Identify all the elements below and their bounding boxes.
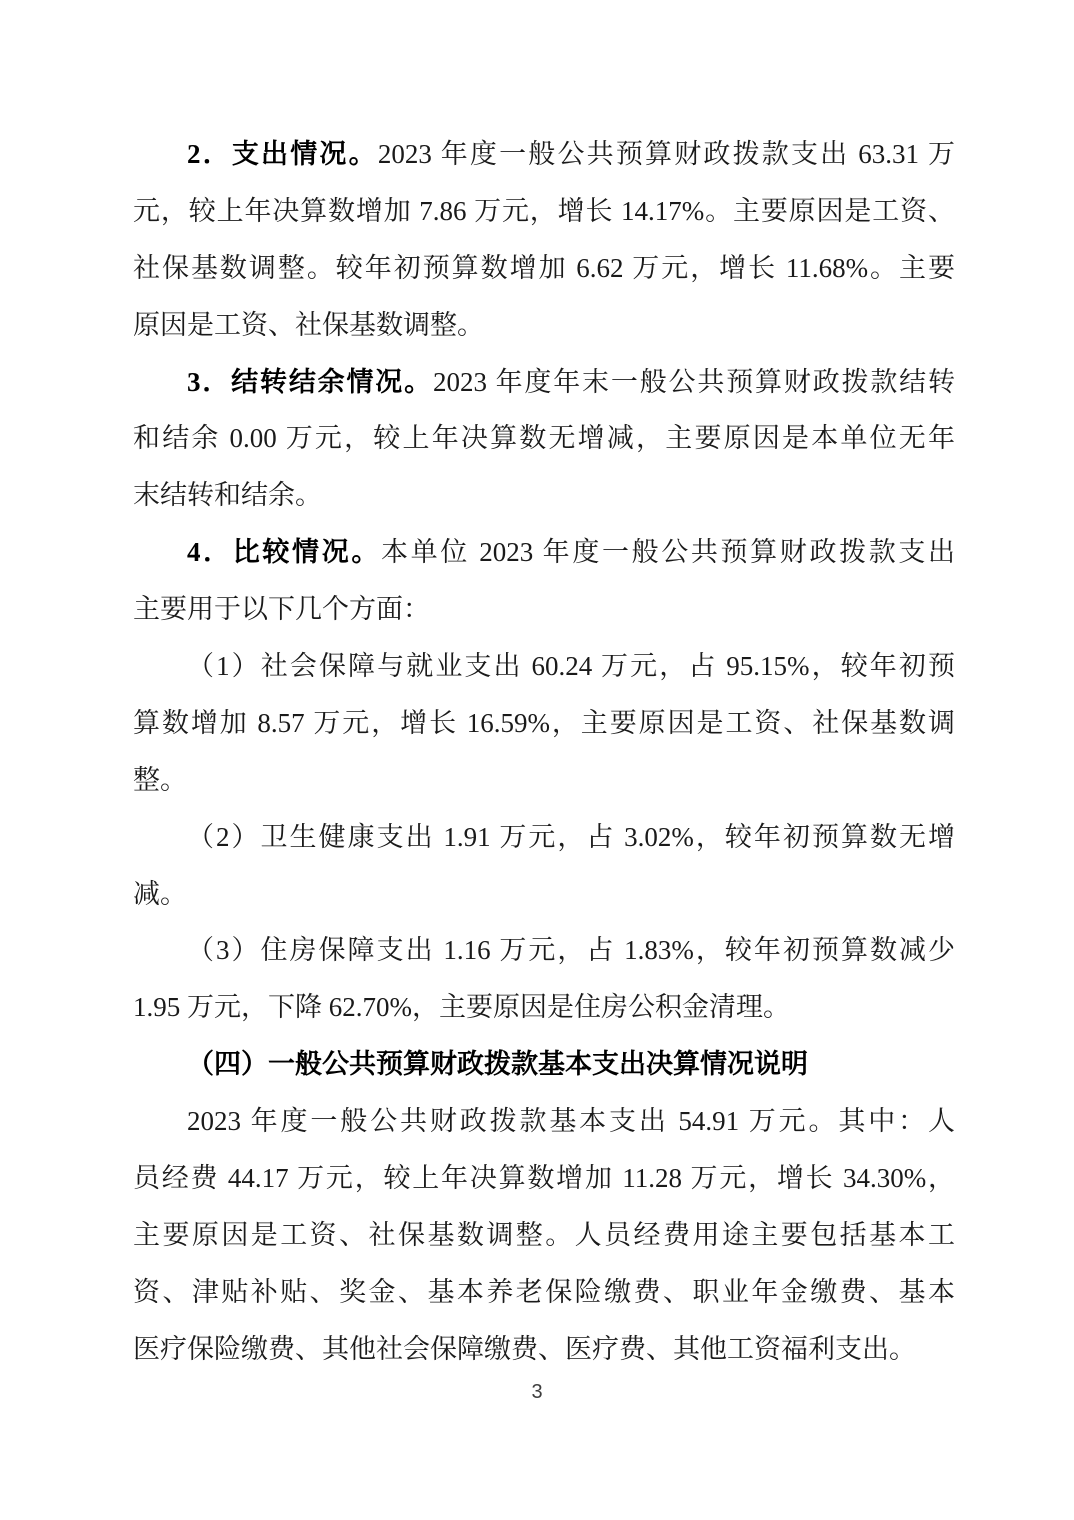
text-segment: 原因是工资、社保基数调整。: [133, 309, 484, 340]
text-line: [133, 126, 955, 183]
text-line: [133, 581, 955, 638]
text-line: [133, 866, 955, 923]
text-segment: 主要原因是工资、社保基数调整。人员经费用途主要包括基本工: [133, 1219, 955, 1250]
text-line: [133, 524, 955, 581]
text-line: [133, 1036, 955, 1093]
text-segment: 整。: [133, 764, 187, 795]
text-segment: （1）社会保障与就业支出 60.24 万元，占 95.15%，较年初预: [187, 651, 955, 682]
text-segment-bold: 4．比较情况。: [187, 537, 381, 568]
text-segment: 员经费 44.17 万元，较上年决算数增加 11.28 万元，增长 34.30%，: [133, 1163, 955, 1194]
document-body: [133, 126, 955, 1378]
text-line: [133, 297, 955, 354]
text-segment: 元，较上年决算数增加 7.86 万元，增长 14.17%。主要原因是工资、: [133, 195, 955, 226]
text-segment: 医疗保险缴费、其他社会保障缴费、医疗费、其他工资福利支出。: [133, 1333, 916, 1364]
text-line: [133, 1150, 955, 1207]
text-line: [133, 695, 955, 752]
text-segment: 算数增加 8.57 万元，增长 16.59%，主要原因是工资、社保基数调: [133, 707, 955, 738]
text-segment: 减。: [133, 878, 187, 909]
text-segment: 主要用于以下几个方面：: [133, 594, 430, 625]
text-line: [133, 638, 955, 695]
text-line: [133, 1207, 955, 1264]
text-line: [133, 922, 955, 979]
text-segment-bold: （四）一般公共预算财政拨款基本支出决算情况说明: [187, 1049, 808, 1080]
text-segment: 2023 年度年末一般公共预算财政拨款结转: [432, 366, 955, 397]
text-line: [133, 410, 955, 467]
text-line: [133, 1321, 955, 1378]
text-line: [133, 1264, 955, 1321]
text-segment: （3）住房保障支出 1.16 万元，占 1.83%，较年初预算数减少: [187, 935, 955, 966]
text-segment: 2023 年度一般公共预算财政拨款支出 63.31 万: [377, 139, 955, 169]
text-segment: 本单位 2023 年度一般公共预算财政拨款支出: [380, 537, 955, 568]
text-segment: 2023 年度一般公共财政拨款基本支出 54.91 万元。其中：人: [187, 1106, 955, 1137]
text-segment: 1.95 万元，下降 62.70%，主要原因是住房公积金清理。: [133, 992, 790, 1023]
text-segment: 社保基数调整。较年初预算数增加 6.62 万元，增长 11.68%。主要: [133, 252, 955, 283]
text-segment: 和结余 0.00 万元，较上年决算数无增减，主要原因是本单位无年: [133, 423, 955, 454]
text-line: [133, 183, 955, 240]
text-segment: 末结转和结余。: [133, 480, 322, 511]
page-number: 3: [531, 1381, 543, 1403]
text-segment: 资、津贴补贴、奖金、基本养老保险缴费、职业年金缴费、基本: [133, 1276, 955, 1307]
text-line: [133, 240, 955, 297]
text-line: [133, 752, 955, 809]
text-line: [133, 979, 955, 1036]
text-line: [133, 354, 955, 411]
text-line: [133, 1093, 955, 1150]
text-segment-bold: 2．支出情况。: [187, 139, 378, 169]
text-line: [133, 467, 955, 524]
text-segment: （2）卫生健康支出 1.91 万元，占 3.02%，较年初预算数无增: [187, 821, 955, 852]
text-line: [133, 809, 955, 866]
text-segment-bold: 3．结转结余情况。: [187, 366, 433, 397]
